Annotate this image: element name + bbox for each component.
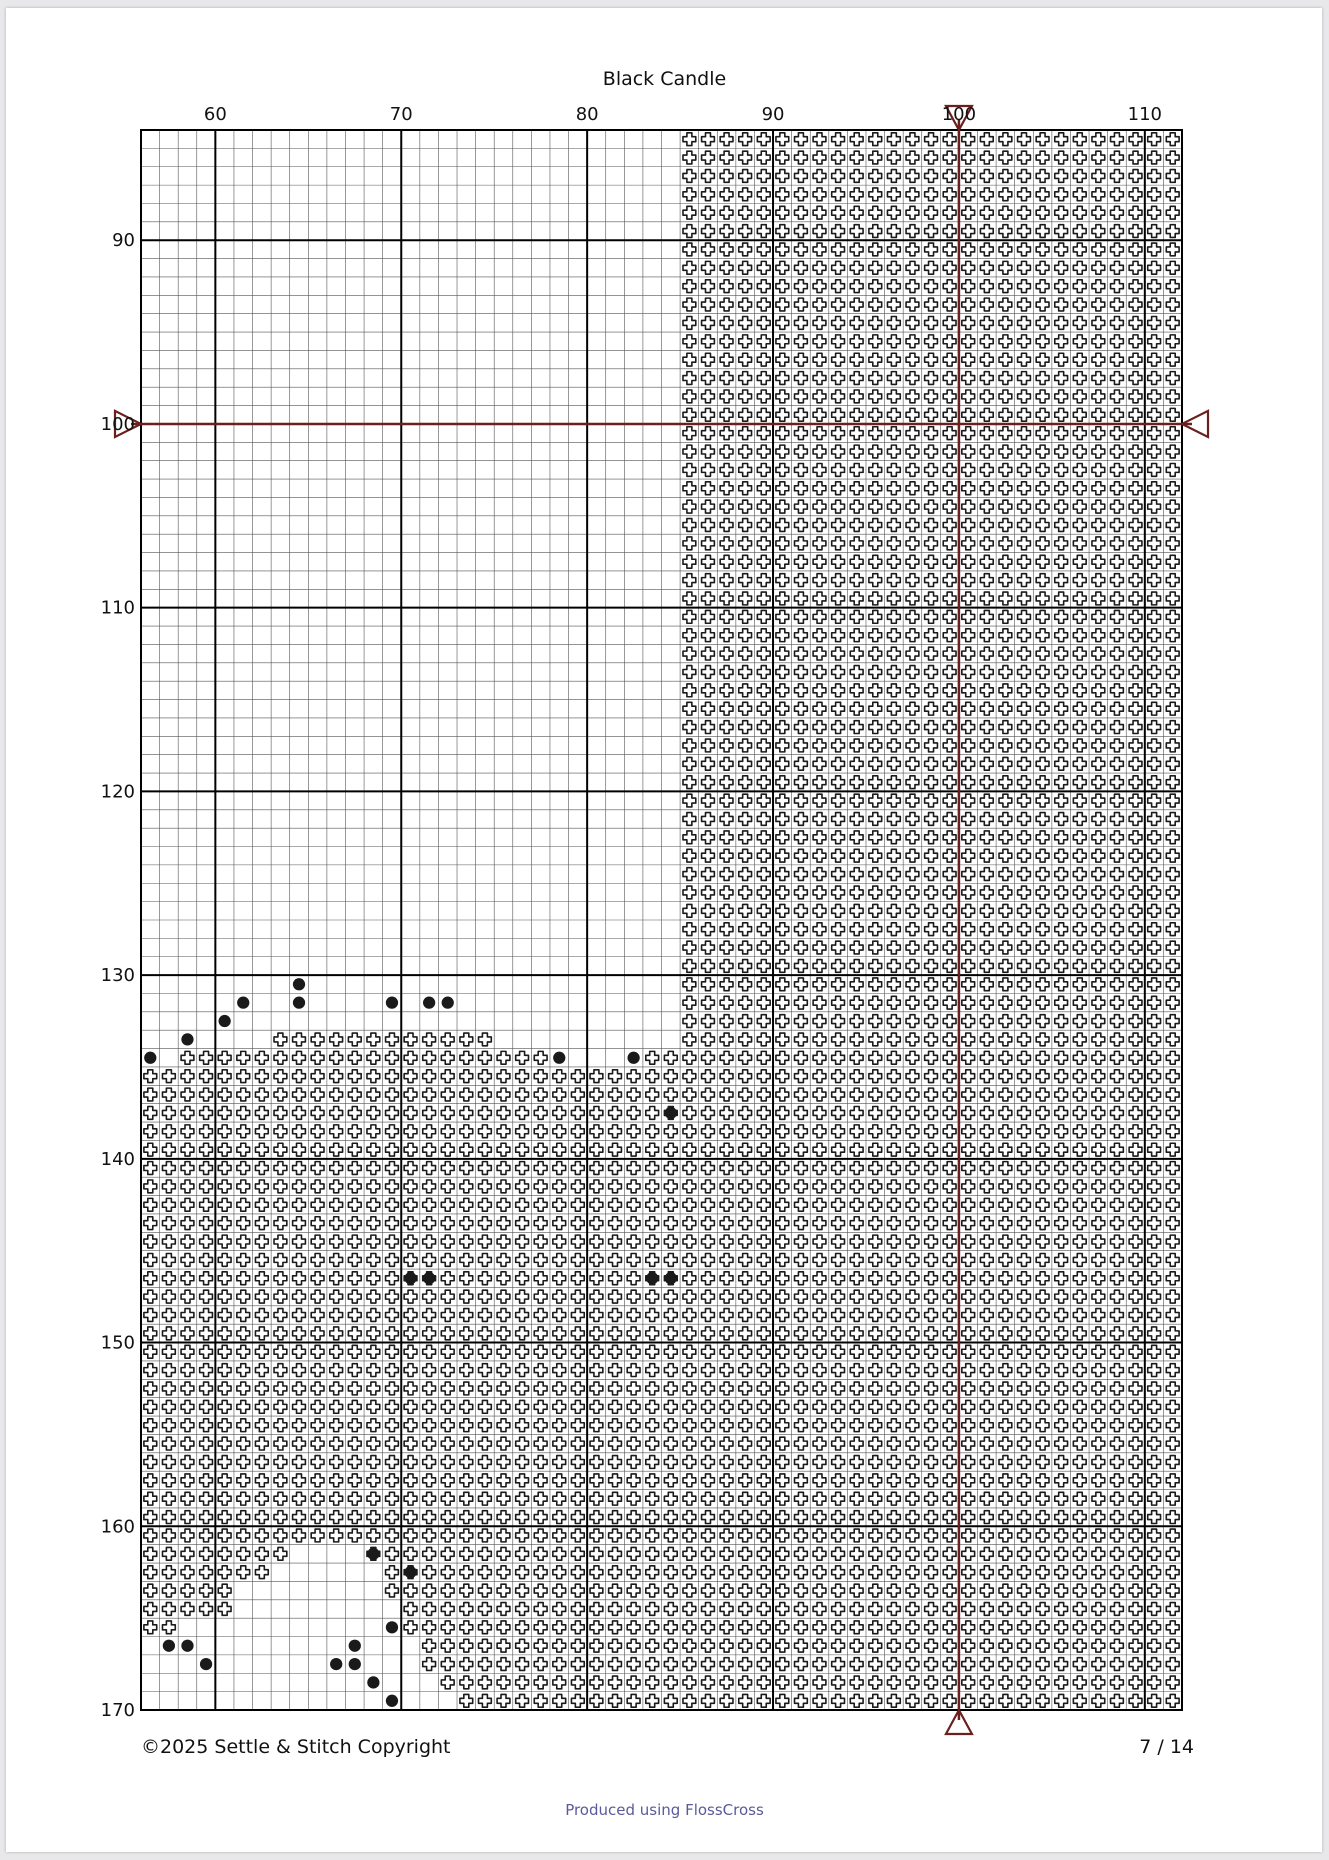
row-label: 170	[100, 1700, 135, 1721]
column-label: 60	[203, 104, 227, 125]
copyright-text: ©2025 Settle & Stitch Copyright	[141, 1736, 451, 1758]
center-marker-bottom-icon	[946, 1710, 972, 1734]
row-label: 120	[100, 781, 135, 803]
page-title: Black Candle	[602, 68, 727, 90]
row-label: 100	[100, 413, 135, 435]
column-label: 70	[389, 104, 413, 125]
column-label: 90	[761, 104, 785, 125]
column-label: 110	[1127, 104, 1163, 125]
page-number: 7 / 14	[1139, 1736, 1194, 1758]
row-label: 90	[112, 230, 135, 252]
produced-by: Produced using FlossCross	[565, 1801, 764, 1819]
row-label: 130	[100, 965, 135, 987]
row-label: 140	[100, 1148, 135, 1170]
column-label: 80	[575, 104, 599, 125]
row-label: 110	[100, 597, 135, 619]
minor-grid	[141, 130, 1182, 1710]
column-label: 100	[941, 104, 977, 125]
row-label: 150	[100, 1332, 135, 1354]
center-marker-right-icon	[1182, 411, 1208, 437]
row-label: 160	[100, 1516, 135, 1538]
